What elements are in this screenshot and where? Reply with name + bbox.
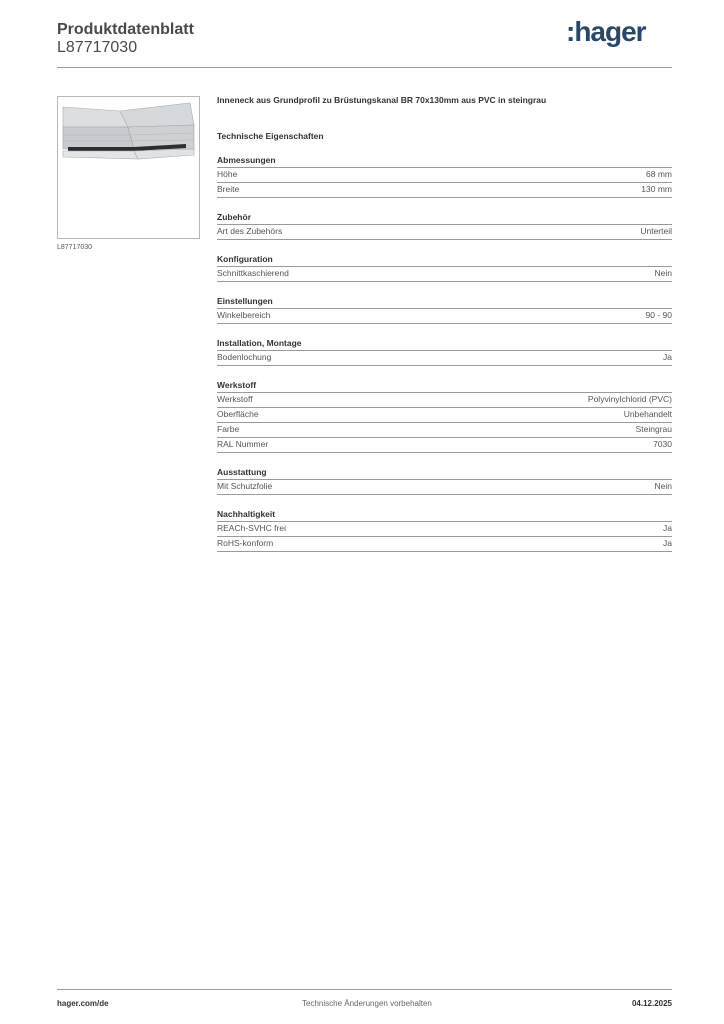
footer-divider bbox=[57, 989, 672, 990]
property-section bbox=[217, 296, 672, 324]
property-row bbox=[217, 438, 672, 453]
property-label: Art des Zubehörs bbox=[217, 226, 283, 236]
property-row bbox=[217, 183, 672, 198]
property-label: Schnittkaschierend bbox=[217, 268, 289, 278]
property-section bbox=[217, 338, 672, 366]
section-title: Nachhaltigkeit bbox=[217, 509, 672, 522]
tech-properties-title: Technische Eigenschaften bbox=[217, 131, 324, 141]
header-divider bbox=[57, 67, 672, 68]
section-title: Werkstoff bbox=[217, 380, 672, 393]
property-label: Winkelbereich bbox=[217, 310, 271, 320]
property-label: RAL Nummer bbox=[217, 439, 269, 449]
hager-logo bbox=[566, 16, 646, 48]
property-value: Nein bbox=[654, 268, 672, 278]
section-title: Abmessungen bbox=[217, 155, 672, 168]
section-title: Ausstattung bbox=[217, 467, 672, 480]
property-row bbox=[217, 351, 672, 366]
section-title: Zubehör bbox=[217, 212, 672, 225]
property-value: 68 mm bbox=[646, 169, 672, 179]
property-value: 7030 bbox=[653, 439, 672, 449]
property-label: Farbe bbox=[217, 424, 240, 434]
page-title: Produktdatenblatt bbox=[57, 21, 194, 38]
property-row bbox=[217, 168, 672, 183]
property-row bbox=[217, 480, 672, 495]
footer-date: 04.12.2025 bbox=[631, 999, 672, 1008]
property-section bbox=[217, 509, 672, 552]
corner-profile-drawing bbox=[58, 97, 199, 238]
property-row bbox=[217, 522, 672, 537]
property-section bbox=[217, 380, 672, 453]
property-row bbox=[217, 225, 672, 240]
property-label: Mit Schutzfolie bbox=[217, 481, 273, 491]
product-details bbox=[217, 95, 672, 552]
product-image bbox=[57, 96, 200, 239]
property-row bbox=[217, 267, 672, 282]
property-sections bbox=[217, 155, 672, 552]
property-label: Bodenlochung bbox=[217, 352, 272, 362]
property-label: REACh-SVHC frei bbox=[217, 523, 286, 533]
section-title: Einstellungen bbox=[217, 296, 672, 309]
property-value: 90 - 90 bbox=[645, 310, 672, 320]
property-section bbox=[217, 467, 672, 495]
property-row bbox=[217, 309, 672, 324]
property-row bbox=[217, 537, 672, 552]
section-title: Konfiguration bbox=[217, 254, 672, 267]
product-description: Inneneck aus Grundprofil zu Brüstungskanal BR 70x130mm aus PVC in steingrau bbox=[217, 95, 547, 105]
footer-notice: Technische Änderungen vorbehalten bbox=[302, 999, 432, 1008]
property-row bbox=[217, 408, 672, 423]
property-value: Unterteil bbox=[640, 226, 672, 236]
property-row bbox=[217, 423, 672, 438]
property-section bbox=[217, 155, 672, 198]
footer-website: hager.com/de bbox=[57, 999, 109, 1008]
property-value: Steingrau bbox=[635, 424, 672, 434]
property-value: Nein bbox=[654, 481, 672, 491]
property-value: Polyvinylchlorid (PVC) bbox=[587, 394, 672, 404]
property-value: Ja bbox=[663, 352, 672, 362]
property-row bbox=[217, 393, 672, 408]
property-label: RoHS-konform bbox=[217, 538, 274, 548]
property-label: Werkstoff bbox=[217, 394, 253, 404]
image-caption: L87717030 bbox=[57, 244, 93, 251]
property-value: Ja bbox=[663, 523, 672, 533]
property-value: Ja bbox=[663, 538, 672, 548]
logo-text: :hager bbox=[566, 16, 646, 47]
property-value: Unbehandelt bbox=[623, 409, 672, 419]
property-value: 130 mm bbox=[641, 184, 672, 194]
property-label: Oberfläche bbox=[217, 409, 259, 419]
property-section bbox=[217, 254, 672, 282]
property-section bbox=[217, 212, 672, 240]
property-label: Breite bbox=[217, 184, 240, 194]
property-label: Höhe bbox=[217, 169, 238, 179]
product-number: L87717030 bbox=[57, 39, 138, 56]
section-title: Installation, Montage bbox=[217, 338, 672, 351]
